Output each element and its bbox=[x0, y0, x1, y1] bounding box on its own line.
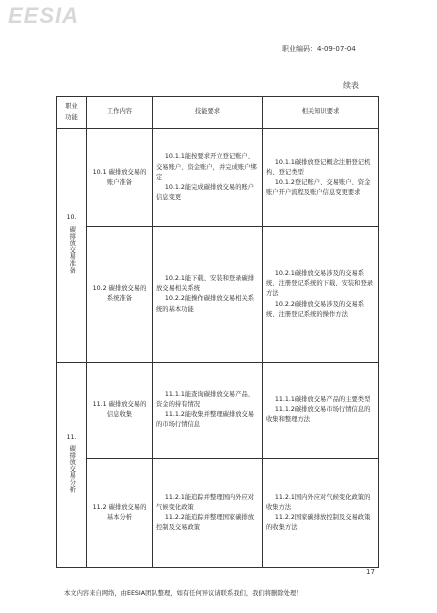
function-number: 11. bbox=[66, 433, 77, 441]
knowledge-cell bbox=[263, 362, 379, 458]
skill-item: 10.1.1能按要求开立登记账户、交易账户、资金账户，并完成账户绑定 bbox=[156, 153, 257, 181]
table-row bbox=[57, 458, 379, 567]
knowledge-cell bbox=[263, 458, 379, 567]
skill-cell bbox=[153, 362, 263, 458]
skill-item: 10.2.2能操作碳排放交易相关系统的基本功能 bbox=[156, 295, 255, 313]
function-name: 碳排放交易准备 bbox=[68, 225, 76, 274]
skill-cell bbox=[153, 227, 263, 362]
work-content-cell: 10.2 碳排放交易的系统准备 bbox=[87, 227, 153, 362]
table-row bbox=[57, 227, 379, 362]
page-number: 17 bbox=[366, 568, 375, 576]
header-knowledge-requirements: 相关知识要求 bbox=[263, 97, 379, 129]
skill-cell bbox=[153, 458, 263, 567]
work-content-cell: 10.1 碳排放交易的账户准备 bbox=[87, 129, 153, 227]
occupation-code: 职业编码：4-09-07-04 bbox=[282, 45, 356, 53]
knowledge-item: 10.1.1碳排放登记概念注册登记机构、登记类型 bbox=[266, 158, 371, 176]
function-number: 10. bbox=[66, 214, 77, 222]
skill-item: 11.2.2能追踪并整理国家碳排放控制及交易政策 bbox=[156, 513, 255, 531]
knowledge-cell bbox=[263, 129, 379, 227]
knowledge-cell bbox=[263, 227, 379, 362]
table-header-row bbox=[57, 97, 379, 129]
knowledge-item: 10.2.1碳排放交易涉及的交易系统、注册登记系统的下载、安装和登录方法 bbox=[266, 270, 374, 298]
header-skill-requirements: 技能要求 bbox=[153, 97, 263, 129]
work-content-cell: 11.2 碳排放交易的基本分析 bbox=[87, 458, 153, 567]
table-row bbox=[57, 362, 379, 458]
skill-item: 11.1.1能查询碳排放交易产品、资金的持有情况 bbox=[156, 391, 255, 409]
skill-item: 11.1.2能收集并整理碳排放交易的市场行情信息 bbox=[156, 411, 255, 429]
work-content-cell: 11.1 碳排放交易的信息收集 bbox=[87, 362, 153, 458]
header-work-content: 工作内容 bbox=[87, 97, 153, 129]
skill-item: 11.2.1能追踪并整理国内外应对气候变化政策 bbox=[156, 493, 255, 511]
knowledge-item: 10.1.2登记账户、交易账户、资金账户开户流程及账户信息变更要求 bbox=[266, 178, 371, 196]
header-function: 职业 功能 bbox=[57, 97, 87, 129]
knowledge-item: 11.2.2国家碳排放控制及交易政策的收集方法 bbox=[266, 513, 371, 531]
continued-label: 续表 bbox=[343, 81, 359, 90]
knowledge-item: 11.1.1碳排放交易产品的主要类型 bbox=[274, 396, 371, 404]
function-name: 碳排放交易分析 bbox=[68, 445, 76, 493]
footer-disclaimer: 本文内容来自网络，由EESIA团队整理，如有任何异议请联系我们，我们将删除处理！ bbox=[64, 590, 303, 597]
function-cell-10 bbox=[57, 129, 87, 363]
skill-cell bbox=[153, 129, 263, 227]
function-cell-11 bbox=[57, 362, 87, 567]
table-row bbox=[57, 129, 379, 227]
skill-item: 10.1.2能完成碳排放交易的账户信息变更 bbox=[156, 183, 255, 201]
skills-table bbox=[56, 96, 379, 568]
eesia-logo: EESIA bbox=[8, 3, 80, 28]
knowledge-item: 11.1.2碳排放交易市场行情信息的收集和整理方法 bbox=[266, 406, 371, 424]
knowledge-item: 10.2.2碳排放交易涉及的交易系统、注册登记系统的操作方法 bbox=[266, 300, 365, 318]
skill-item: 10.2.1能下载、安装和登录碳排放交易相关系统 bbox=[156, 275, 255, 293]
knowledge-item: 11.2.1国内外应对气候变化政策的收集方法 bbox=[266, 493, 371, 511]
